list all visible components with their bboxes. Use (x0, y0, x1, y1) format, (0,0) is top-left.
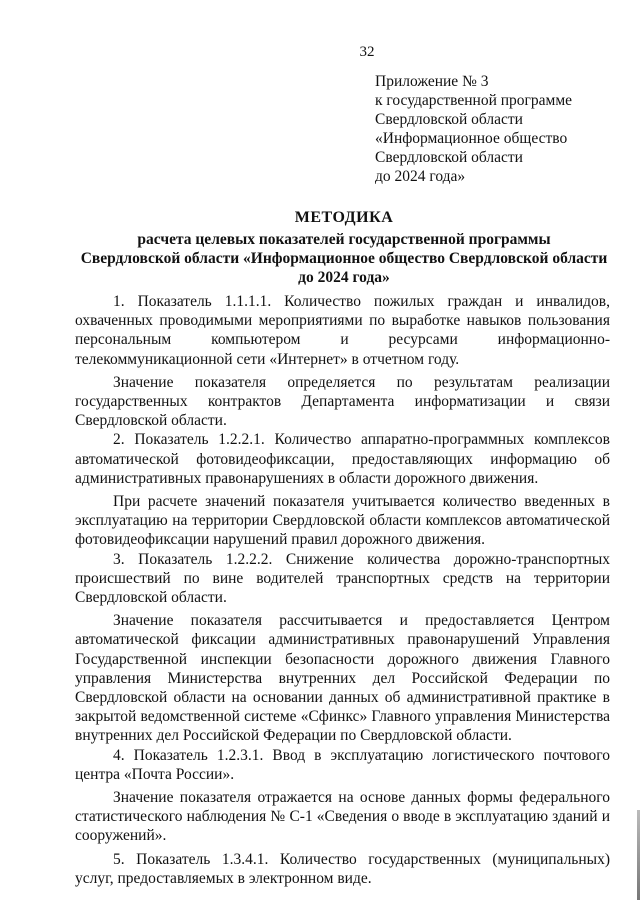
document-title (70, 208, 618, 287)
document-body (75, 292, 610, 888)
paragraph: Значение показателя отражается на основе данных формы федерального статистического наблюдения № С-1 «Сведения о вводе в эксплуатацию зданий и сооружений». (75, 789, 610, 845)
paragraph: 1. Показатель 1.1.1.1. Количество пожилых граждан и инвалидов, охваченных проводимыми мероприятиями по выработке навыков пользования персональным компьютером и ресурсами информационно-телекоммуникационной сети «Интернет» в отчетном году. (75, 293, 610, 368)
appendix-line: до 2024 года» (375, 168, 466, 185)
appendix-line: Свердловской области (375, 149, 523, 166)
paragraph: При расчете значений показателя учитывается количество введенных в эксплуатацию на территории Свердловской области комплексов автоматической фотовидеофиксации нарушений правил дорожного движения. (75, 493, 610, 549)
appendix-reference (375, 72, 572, 186)
paragraph: 2. Показатель 1.2.2.1. Количество аппаратно-программных комплексов автоматической фотовидеофиксации, предоставляющих информацию об административных правонарушениях в области дорожного движения. (75, 431, 610, 487)
title-line: Свердловской области «Информационное общество Свердловской области (80, 250, 608, 267)
title-line: расчета целевых показателей государственной программы (137, 231, 551, 248)
paragraph: 3. Показатель 1.2.2.2. Снижение количества дорожно-транспортных происшествий по вине водителей транспортных средств на территории Свердловской области. (75, 550, 610, 607)
appendix-line: к государственной программе (375, 92, 573, 109)
paragraph: Значение показателя рассчитывается и предоставляется Центром автоматической фиксации административных правонарушений Управления Государственной инспекции безопасности дорожного движения Главного управления Министерства внутренних дел Российской Федерации по Свердловской области на основании данных об административной практике в закрытой ведомственной системе «Сфинкс» Главного управления Министерства внутренних дел Российской Федерации по Свердловской области. (75, 612, 610, 745)
title-main: МЕТОДИКА (294, 209, 394, 226)
page-number: 32 (359, 44, 375, 60)
appendix-line: Приложение № 3 (375, 73, 489, 90)
appendix-line: «Информационное общество (375, 130, 568, 147)
paragraph: Значение показателя определяется по результатам реализации государственных контрактов Департамента информатизации и связи Свердловской области. (75, 373, 610, 430)
paragraph: 5. Показатель 1.3.4.1. Количество государственных (муниципальных) услуг, предоставляемых в электронном виде. (75, 850, 610, 887)
appendix-line: Свердловской области (375, 111, 523, 128)
title-line: до 2024 года» (298, 269, 390, 286)
paragraph: 4. Показатель 1.2.3.1. Ввод в эксплуатацию логистического почтового центра «Почта России». (75, 746, 610, 783)
